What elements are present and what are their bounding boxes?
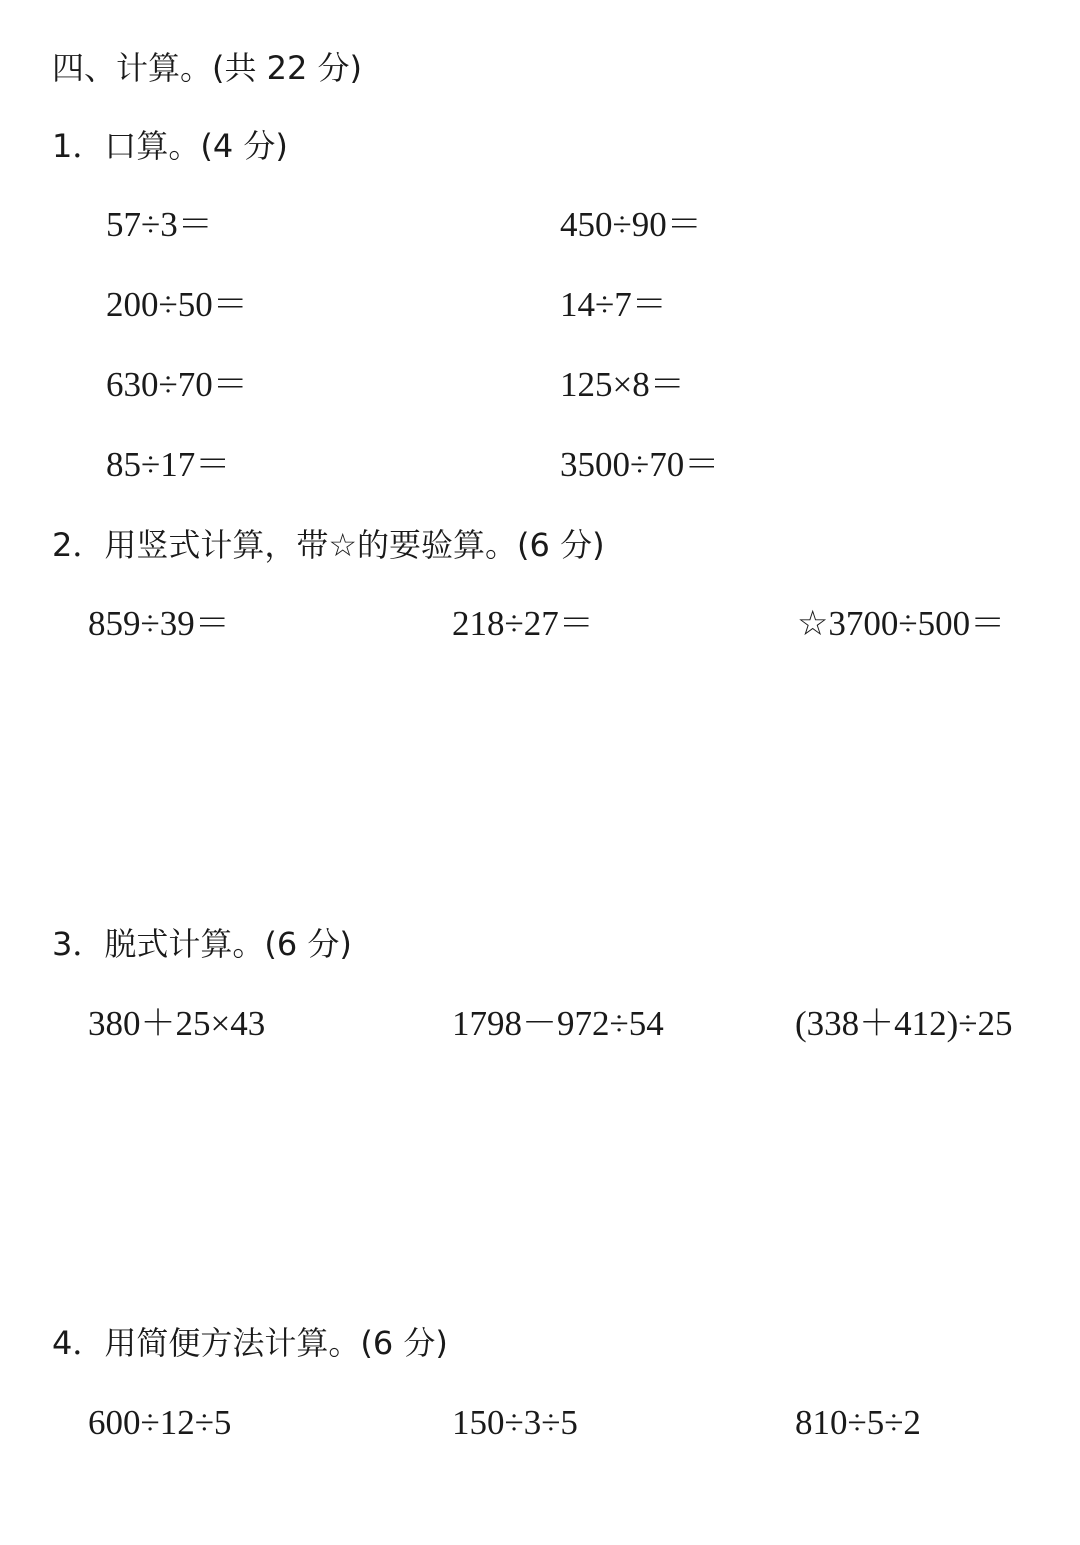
q2-title: 2．用竖式计算，带☆的要验算。(6 分) xyxy=(52,526,605,564)
q4-item: 600÷12÷5 xyxy=(88,1403,232,1442)
q1-item: 85÷17＝ xyxy=(106,445,231,484)
q4-item: 150÷3÷5 xyxy=(452,1403,578,1442)
section-title: 四、计算。(共 22 分) xyxy=(52,49,363,87)
q1-item: 630÷70＝ xyxy=(106,365,248,404)
q4-item: 810÷5÷2 xyxy=(795,1403,921,1442)
q1-item: 3500÷70＝ xyxy=(560,445,720,484)
q1-item: 200÷50＝ xyxy=(106,285,248,324)
q2-item: 218÷27＝ xyxy=(452,604,594,643)
q1-item: 450÷90＝ xyxy=(560,205,702,244)
q3-item: 380＋25×43 xyxy=(88,1004,266,1043)
q3-title: 3．脱式计算。(6 分) xyxy=(52,925,352,963)
q1-title: 1．口算。(4 分) xyxy=(52,127,288,165)
q4-title: 4．用简便方法计算。(6 分) xyxy=(52,1324,448,1362)
q2-item: 859÷39＝ xyxy=(88,604,230,643)
q1-item: 57÷3＝ xyxy=(106,205,213,244)
q3-item: (338＋412)÷25 xyxy=(795,1004,1013,1043)
q1-item: 14÷7＝ xyxy=(560,285,667,324)
q1-item: 125×8＝ xyxy=(560,365,685,404)
q2-item: ☆3700÷500＝ xyxy=(797,604,1006,643)
q3-item: 1798－972÷54 xyxy=(452,1004,664,1043)
